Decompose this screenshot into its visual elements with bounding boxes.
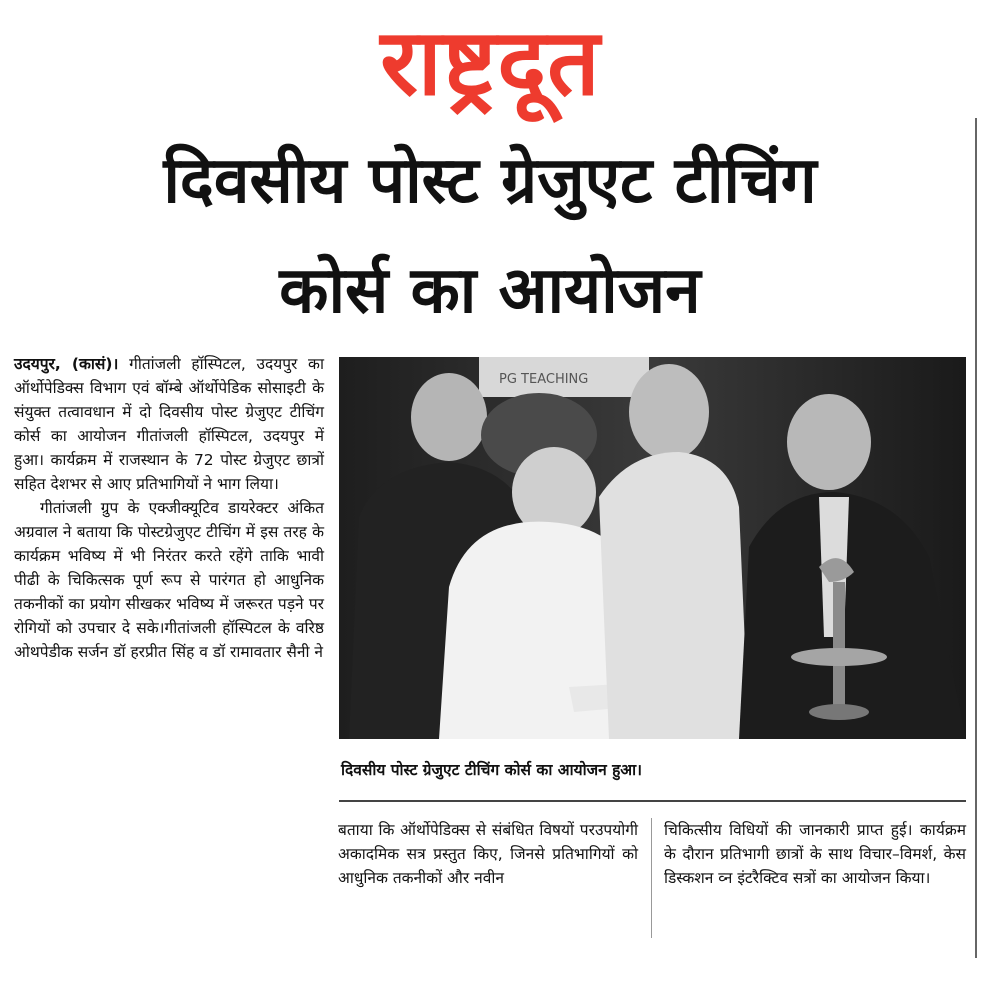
article-paragraph-1: गीतांजली हॉस्पिटल, उदयपुर का ऑर्थोपेडिक्स विभाग एवं बॉम्बे ऑर्थोपेडिक सोसाइटी के संयुक्त तत्वावधान में दो दिवसीय पोस्ट ग्रेजुएट टीचिंग कोर्स का आयोजन गीतांजली हॉस्पिटल, उदयपुर में हुआ। कार्यक्रम में राजस्थान के 72 पोस्ट ग्रेजुएट छात्रों सहित देशभर से आए प्रतिभागियों ने भाग लिया। xyxy=(14,355,324,493)
headline-line-2: कोर्स का आयोजन xyxy=(279,254,701,328)
event-banner-text: PG TEACHING xyxy=(499,372,589,387)
headline-line-1: दिवसीय पोस्ट ग्रेजुएट टीचिंग xyxy=(163,144,817,218)
newspaper-masthead: राष्ट्रदूत xyxy=(380,9,601,116)
photo-caption: दिवसीय पोस्ट ग्रेजुएट टीचिंग कोर्स का आयोजन हुआ। xyxy=(341,761,643,779)
article-paragraph-2: गीतांजली ग्रुप के एक्जीक्यूटिव डायरेक्टर अंकित अग्रवाल ने बताया कि पोस्टग्रेजुएट टीचिंग में इस तरह के कार्यक्रम भविष्य में भी निरंतर करते रहेंगे ताकि भावी पीढी के चिकित्सक पूर्ण रूप से पारंगत हो आधुनिक तकनीकों का प्रयोग सीखकर भविष्य में जरूरत पड़ने पर रोगियों को उपचार दे सके।गीतांजली हॉस्पिटल के वरिष्ठ ओथपेडीक सर्जन डॉ हरप्रीत सिंह व डॉ रामावतार सैनी ने xyxy=(14,499,324,661)
article-dateline: उदयपुर, (कासं)। xyxy=(14,355,119,373)
event-photo xyxy=(339,357,966,739)
article-paragraph-4: चिकित्सीय विधियों की जानकारी प्राप्त हुई। कार्यक्रम के दौरान प्रतिभागी छात्रों के साथ विचार–विमर्श, केस डिस्कशन व्न इंटरैक्टिव सत्रों का आयोजन किया। xyxy=(664,821,966,887)
article-column-middle xyxy=(338,818,638,890)
article-column-left xyxy=(14,352,324,664)
lamp-stand xyxy=(833,582,845,712)
caption-rule xyxy=(339,800,966,802)
article-column-right xyxy=(664,818,966,890)
lamp-lighting-photo xyxy=(339,357,966,739)
column-divider xyxy=(651,818,652,938)
article-paragraph-3: बताया कि ऑर्थोपेडिक्स से संबंधित विषयों परउपयोगी अकादमिक सत्र प्रस्तुत किए, जिनसे प्रतिभागियों को आधुनिक तकनीकों और नवीन xyxy=(338,821,638,887)
column-rule-right xyxy=(975,118,977,958)
